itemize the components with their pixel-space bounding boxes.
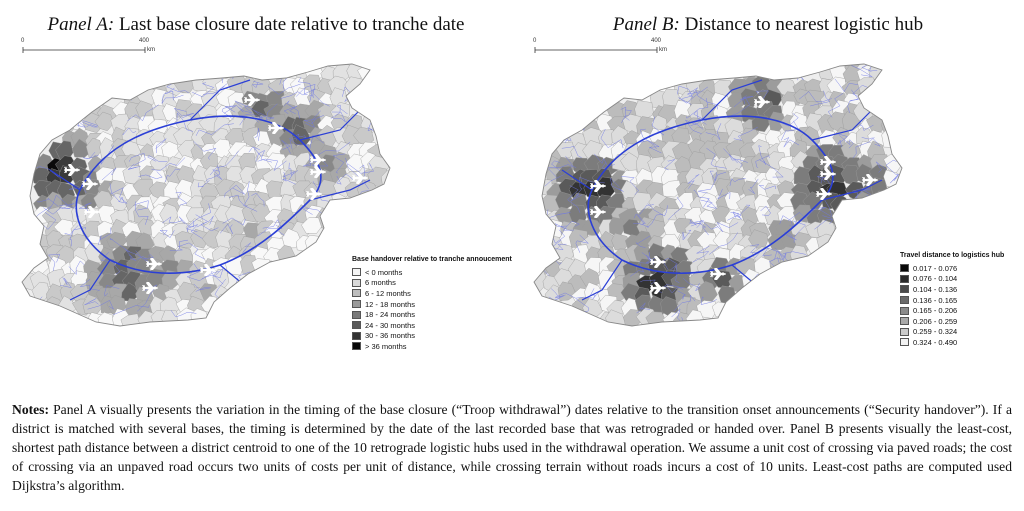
legend-swatch <box>352 268 361 276</box>
legend-swatch <box>900 317 909 325</box>
legend-item <box>352 309 512 320</box>
scale-start: 0 <box>533 38 537 44</box>
legend-swatch <box>900 275 909 283</box>
legend-swatch <box>352 342 361 350</box>
legend-item <box>900 316 1004 327</box>
scale-end: 400 <box>139 38 150 44</box>
legend-item <box>352 299 512 310</box>
legend-swatch <box>900 296 909 304</box>
notes-label: Notes: <box>12 402 49 417</box>
legend-label: 0.104 - 0.136 <box>913 284 958 294</box>
legend-label: < 0 months <box>365 267 403 277</box>
scale-end: 400 <box>651 38 662 44</box>
legend-label: > 36 months <box>365 341 407 351</box>
figure-notes <box>12 400 1012 495</box>
legend-swatch <box>352 321 361 329</box>
legend-label: 24 - 30 months <box>365 320 416 330</box>
legend-label: 0.259 - 0.324 <box>913 327 958 337</box>
legend-label: 0.076 - 0.104 <box>913 274 958 284</box>
legend-label: 0.165 - 0.206 <box>913 306 958 316</box>
legend-item <box>900 263 1004 274</box>
legend-swatch <box>900 328 909 336</box>
legend-item <box>900 284 1004 295</box>
legend-title: Travel distance to logistics hub <box>900 252 1005 259</box>
legend-swatch <box>900 285 909 293</box>
legend-label: 6 months <box>365 278 396 288</box>
scale-start: 0 <box>21 38 25 44</box>
legend-swatch <box>352 279 361 287</box>
legend-label: 30 - 36 months <box>365 331 416 341</box>
legend-panel-a <box>352 256 512 352</box>
legend-swatch <box>352 300 361 308</box>
legend-swatch <box>352 332 361 340</box>
notes-text: Panel A visually presents the variation in the timing of the base closure (“Troop withdrawal”) dates relative to the transition onset announcements (“Security handover”). If a district is matched with several bases, the timing is determined by the date of the last recorded base that was retrograded or handed over. Panel B presents visually the least-cost, shortest path distance between a district centroid to one of the 10 retrograde logistic hubs used in the withdrawal operation. We assume a unit cost of crossing via paved roads; the cost of crossing via an unpaved road occurs two units of costs per unit of distance, while crossing terrain without roads incurs a cost of 10 units. Least-cost paths are computed used Dijkstra’s algorithm. <box>12 402 1012 493</box>
legend-item <box>352 267 512 278</box>
legend-title: Base handover relative to tranche annoucement <box>352 256 512 263</box>
legend-swatch <box>900 338 909 346</box>
panel-b-title: Panel B: Distance to nearest logistic hub <box>612 14 924 35</box>
legend-swatch <box>352 311 361 319</box>
scale-unit: km <box>659 47 667 53</box>
legend-item <box>352 288 512 299</box>
legend-item <box>900 305 1004 316</box>
legend-label: 6 - 12 months <box>365 288 411 298</box>
scale-unit: km <box>147 47 155 53</box>
legend-item <box>900 327 1004 338</box>
legend-label: 0.136 - 0.165 <box>913 295 958 305</box>
legend-item <box>352 341 512 352</box>
panel-a-title: Panel A: Last base closure date relative to tranche date <box>47 14 465 35</box>
legend-item <box>900 337 1004 348</box>
legend-item <box>352 331 512 342</box>
legend-swatch <box>900 264 909 272</box>
legend-label: 0.324 - 0.490 <box>913 337 958 347</box>
legend-label: 0.206 - 0.259 <box>913 316 958 326</box>
legend-label: 18 - 24 months <box>365 310 416 320</box>
legend-label: 12 - 18 months <box>365 299 416 309</box>
legend-item <box>352 320 512 331</box>
legend-swatch <box>352 289 361 297</box>
legend-swatch <box>900 307 909 315</box>
legend-item <box>900 274 1004 285</box>
legend-label: 0.017 - 0.076 <box>913 263 958 273</box>
panel-a <box>0 0 512 380</box>
legend-item <box>352 278 512 289</box>
legend-panel-b <box>900 252 1004 348</box>
legend-item <box>900 295 1004 306</box>
panel-b <box>512 0 1024 380</box>
